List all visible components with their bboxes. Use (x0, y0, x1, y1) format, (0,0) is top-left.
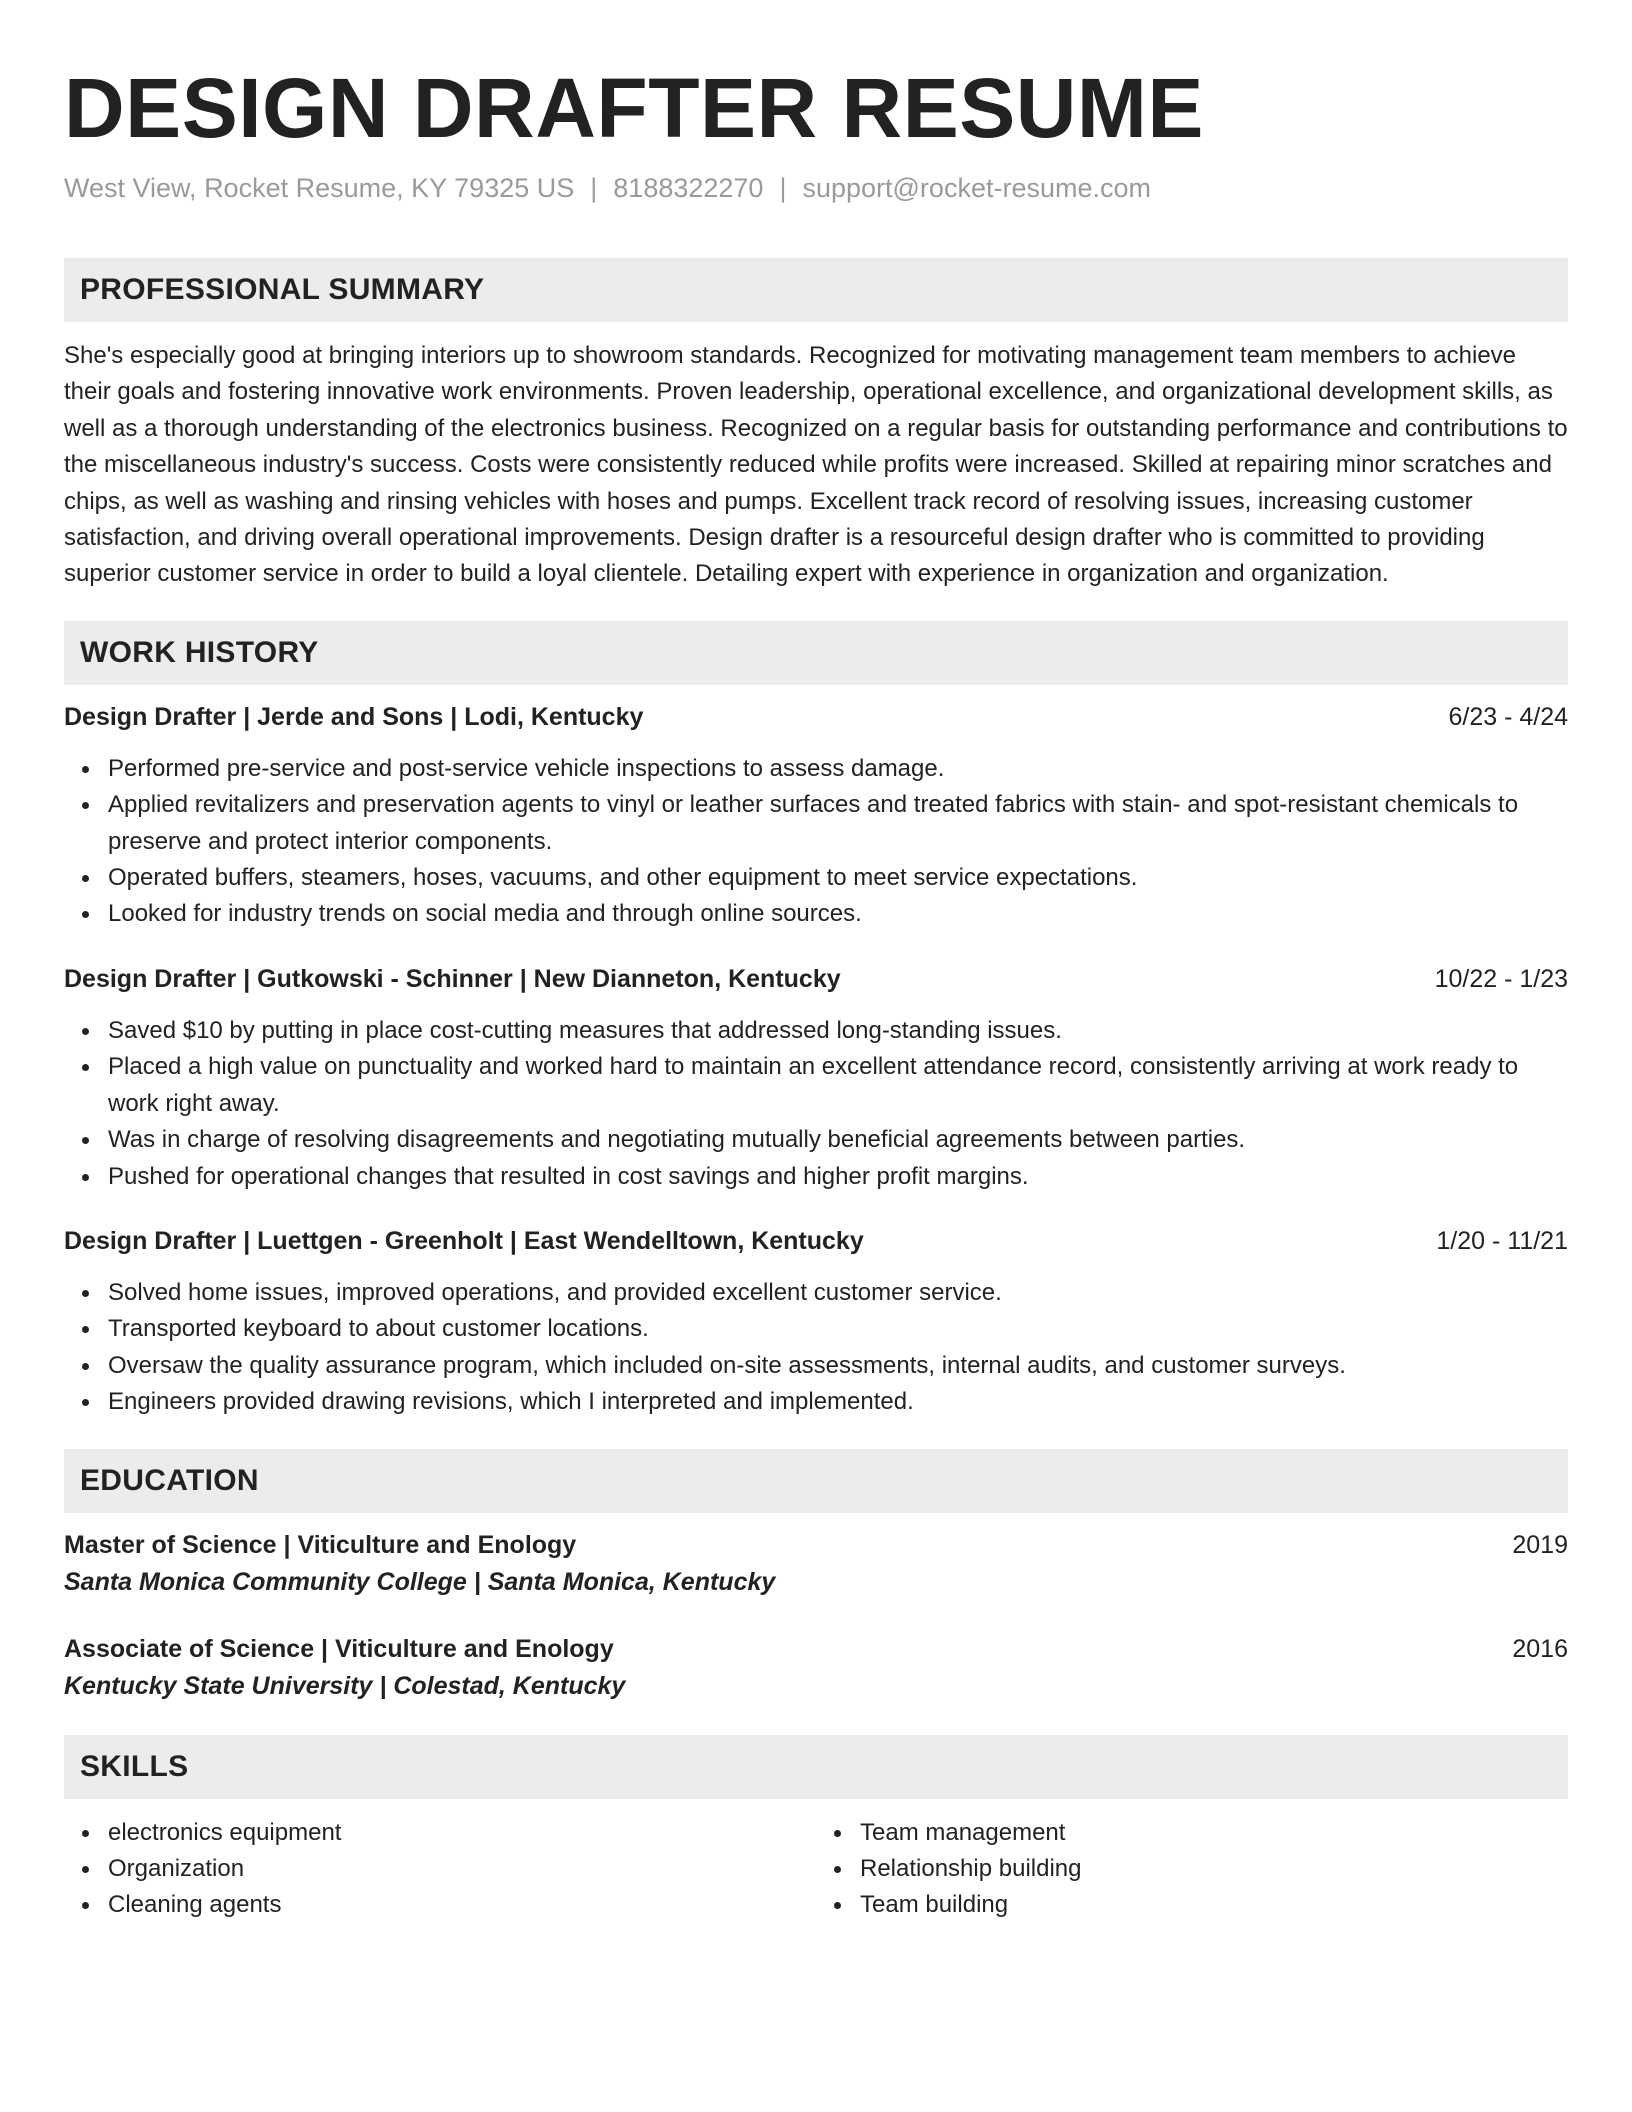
skills-heading: SKILLS (64, 1735, 1568, 1799)
contact-line (64, 170, 1568, 206)
job-bullets (64, 1013, 1568, 1195)
job-entry (64, 961, 1568, 1195)
job-bullet: Was in charge of resolving disagreements and negotiating mutually beneficial agreements between parties. (64, 1122, 1568, 1158)
education-heading: EDUCATION (64, 1449, 1568, 1513)
job-title: Design Drafter | Luettgen - Greenholt | East Wendelltown, Kentucky (64, 1226, 864, 1255)
skills-list (64, 1815, 1568, 1924)
job-bullet: Transported keyboard to about customer locations. (64, 1311, 1568, 1347)
job-bullets (64, 751, 1568, 933)
education-entry (64, 1631, 1568, 1705)
summary-heading: PROFESSIONAL SUMMARY (64, 258, 1568, 322)
education-year: 2019 (1512, 1530, 1568, 1559)
contact-phone: 8188322270 (613, 173, 764, 203)
summary-text: She's especially good at bringing interiors up to showroom standards. Recognized for motivating management team members to achieve their goals and fostering innovative work environments. Proven leadership, operational excellence, and organizational development skills, as well as a thorough understanding of the electronics business. Recognized on a regular basis for outstanding performance and contributions to the miscellaneous industry's success. Costs were consistently reduced while profits were increased. Skilled at repairing minor scratches and chips, as well as washing and rinsing vehicles with hoses and pumps. Excellent track record of resolving issues, increasing customer satisfaction, and driving overall operational improvements. Design drafter is a resourceful design drafter who is committed to providing superior customer service in order to build a loyal clientele. Detailing expert with experience in organization and organization. (64, 342, 1568, 588)
job-bullet: Looked for industry trends on social media and through online sources. (64, 896, 1568, 932)
job-bullet: Pushed for operational changes that resulted in cost savings and higher profit margins. (64, 1159, 1568, 1195)
resume-title: DESIGN DRAFTER RESUME (64, 61, 1204, 155)
skill-item: electronics equipment (64, 1815, 816, 1851)
education-degree: Associate of Science | Viticulture and Enology (64, 1634, 614, 1663)
job-header (64, 961, 1568, 997)
contact-separator: | (590, 173, 598, 203)
skills-column-right (816, 1815, 1568, 1924)
education-degree: Master of Science | Viticulture and Enology (64, 1530, 577, 1559)
skill-item: Relationship building (816, 1851, 1568, 1887)
contact-email: support@rocket-resume.com (802, 173, 1151, 203)
education-school: Kentucky State University | Colestad, Kentucky (64, 1671, 626, 1700)
job-bullet: Oversaw the quality assurance program, which included on-site assessments, internal audits, and customer surveys. (64, 1348, 1568, 1384)
job-header (64, 699, 1568, 735)
education-entry (64, 1527, 1568, 1601)
job-dates: 10/22 - 1/23 (1434, 964, 1568, 993)
job-entry (64, 1223, 1568, 1421)
contact-separator: | (779, 173, 787, 203)
skill-item: Organization (64, 1851, 816, 1887)
job-bullet: Operated buffers, steamers, hoses, vacuums, and other equipment to meet service expectations. (64, 860, 1568, 896)
skill-item: Cleaning agents (64, 1887, 816, 1923)
education-school: Santa Monica Community College | Santa Monica, Kentucky (64, 1567, 776, 1596)
job-bullets (64, 1275, 1568, 1421)
education-header (64, 1527, 1568, 1563)
education-header (64, 1631, 1568, 1667)
job-bullet: Performed pre-service and post-service vehicle inspections to assess damage. (64, 751, 1568, 787)
education-year: 2016 (1512, 1634, 1568, 1663)
job-dates: 6/23 - 4/24 (1448, 702, 1568, 731)
job-bullet: Saved $10 by putting in place cost-cutting measures that addressed long-standing issues. (64, 1013, 1568, 1049)
skills-column-left (64, 1815, 816, 1924)
contact-address: West View, Rocket Resume, KY 79325 US (64, 173, 575, 203)
job-dates: 1/20 - 11/21 (1436, 1226, 1568, 1255)
job-bullet: Applied revitalizers and preservation agents to vinyl or leather surfaces and treated fabrics with stain- and spot-resistant chemicals to preserve and protect interior components. (64, 787, 1568, 860)
job-title: Design Drafter | Gutkowski - Schinner | New Dianneton, Kentucky (64, 964, 841, 993)
skill-item: Team building (816, 1887, 1568, 1923)
work-history-heading: WORK HISTORY (64, 621, 1568, 685)
job-header (64, 1223, 1568, 1259)
job-entry (64, 699, 1568, 933)
job-bullet: Solved home issues, improved operations, and provided excellent customer service. (64, 1275, 1568, 1311)
skill-item: Team management (816, 1815, 1568, 1851)
job-bullet: Placed a high value on punctuality and worked hard to maintain an excellent attendance record, consistently arriving at work ready to work right away. (64, 1049, 1568, 1122)
job-title: Design Drafter | Jerde and Sons | Lodi, Kentucky (64, 702, 644, 731)
job-bullet: Engineers provided drawing revisions, which I interpreted and implemented. (64, 1384, 1568, 1420)
